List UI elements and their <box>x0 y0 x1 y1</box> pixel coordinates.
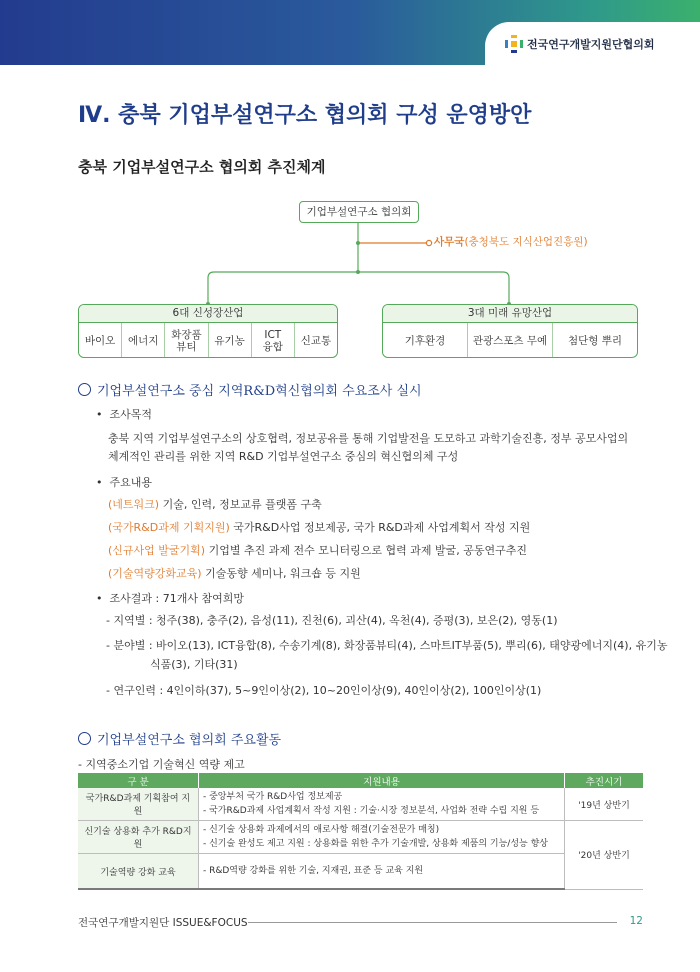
column-header: 구 분 <box>78 773 199 788</box>
circle-bullet-icon <box>78 732 91 745</box>
growth-industries-group <box>78 304 338 358</box>
council-box: 기업부설연구소 협의회 <box>299 201 419 223</box>
industry-cell: 신교통 <box>294 323 337 358</box>
content-item: (신규사업 발굴기획) 기업별 추진 과제 전수 모니터링으로 협력 과제 발굴, 공동연구추진 <box>108 544 527 557</box>
page-number: 12 <box>629 915 643 927</box>
future-industries-group <box>382 304 638 358</box>
row-name: 신기술 상용화 추가 R&D지원 <box>78 821 199 854</box>
industry-cell: 유기농 <box>208 323 251 358</box>
row-period: '20년 상반기 <box>565 821 644 890</box>
row-name: 국가R&D과제 기획참여 지원 <box>78 788 199 821</box>
industry-cell: 관광스포츠 무예 <box>467 323 552 358</box>
purpose-text: 충북 지역 기업부설연구소의 상호협력, 정보공유를 통해 기업발전을 도모하고 과학기술진흥, 정부 공모사업의 <box>108 432 629 445</box>
table-row <box>78 821 643 854</box>
row-content: - 중앙부처 국가 R&D사업 정보제공 - 국가R&D과제 사업계획서 작성 지원 : 기술·시장 정보분석, 사업화 전략 수립 지원 등 <box>199 788 565 821</box>
row-name: 기술역량 강화 교육 <box>78 854 199 890</box>
survey-heading: 기업부설연구소 중심 지역R&D혁신협의회 수요조사 실시 <box>78 380 422 399</box>
circle-bullet-icon <box>78 383 91 396</box>
industry-cell: 에너지 <box>121 323 164 358</box>
group-title: 6대 신성장산업 <box>79 305 337 323</box>
purpose-text: 체계적인 관리를 위한 지역 R&D 기업부설연구소 중심의 혁신협의체 구성 <box>108 450 459 463</box>
activities-heading: 기업부설연구소 협의회 주요활동 <box>78 729 281 748</box>
content-item: (기술역량강화교육) 기술동향 세미나, 워크숍 등 지원 <box>108 567 361 580</box>
industry-cell: 화장품 뷰티 <box>164 323 207 358</box>
column-header: 지원내용 <box>199 773 565 788</box>
result-label: • 조사결과 : 71개사 참여희망 <box>96 590 244 606</box>
result-region: - 지역별 : 청주(38), 충주(2), 음성(11), 진천(6), 괴산(4), 옥천(4), 증평(3), 보은(2), 영동(1) <box>106 614 558 627</box>
footer-publication: 전국연구개발지원단 ISSUE&FOCUS <box>78 917 248 929</box>
industry-cell: 첨단형 뿌리 <box>552 323 637 358</box>
page-footer <box>78 915 643 931</box>
table-header-row <box>78 773 643 788</box>
org-diagram <box>78 196 640 366</box>
logo-icon <box>505 35 523 53</box>
content-item: (국가R&D과제 기획지원) 국가R&D사업 정보제공, 국가 R&D과제 사업계획서 작성 지원 <box>108 521 531 534</box>
result-field: - 분야별 : 바이오(13), ICT융합(8), 수송기계(8), 화장품뷰티(4), 스마트IT부품(5), 뿌리(6), 태양광에너지(4), 유기농 <box>106 639 668 652</box>
table-row <box>78 788 643 821</box>
purpose-label: • 조사목적 <box>96 406 152 422</box>
activities-subheading: - 지역중소기업 기술혁신 역량 제고 <box>78 758 245 771</box>
group-title: 3대 미래 유망산업 <box>383 305 637 323</box>
page-title: Ⅳ. 충북 기업부설연구소 협의회 구성 운영방안 <box>78 103 532 128</box>
organization-name: 전국연구개발지원단협의회 <box>527 38 655 51</box>
section-title: 충북 기업부설연구소 협의회 추진체계 <box>78 158 326 176</box>
content-item: (네트워크) 기술, 인력, 정보교류 플랫폼 구축 <box>108 498 322 511</box>
row-period: '19년 상반기 <box>565 788 644 821</box>
footer-divider <box>248 922 617 923</box>
row-content: - 신기술 상용화 과제에서의 애로사항 해결(기술전문가 매칭) - 신기술 완성도 제고 지원 : 상용화를 위한 추가 기술개발, 상용화 제품의 기능/성능 향상 <box>199 821 565 854</box>
row-content: - R&D역량 강화를 위한 기술, 지재권, 표준 등 교육 지원 <box>199 854 565 890</box>
column-header: 추진시기 <box>565 773 644 788</box>
result-staff: - 연구인력 : 4인이하(37), 5~9인이상(2), 10~20인이상(9), 40인이상(2), 100인이상(1) <box>106 684 542 697</box>
table-row <box>78 854 643 890</box>
industry-cell: 기후환경 <box>404 334 446 347</box>
industry-cell: 바이오 <box>84 334 116 347</box>
result-field-continued: 식품(3), 기타(31) <box>150 658 238 671</box>
header-logo-tab <box>485 22 700 70</box>
activities-table <box>78 773 643 890</box>
secretariat-label: 사무국(충청북도 지식산업진흥원) <box>434 236 588 248</box>
industry-cell: ICT 융합 <box>251 323 294 358</box>
content-label: • 주요내용 <box>96 474 152 490</box>
